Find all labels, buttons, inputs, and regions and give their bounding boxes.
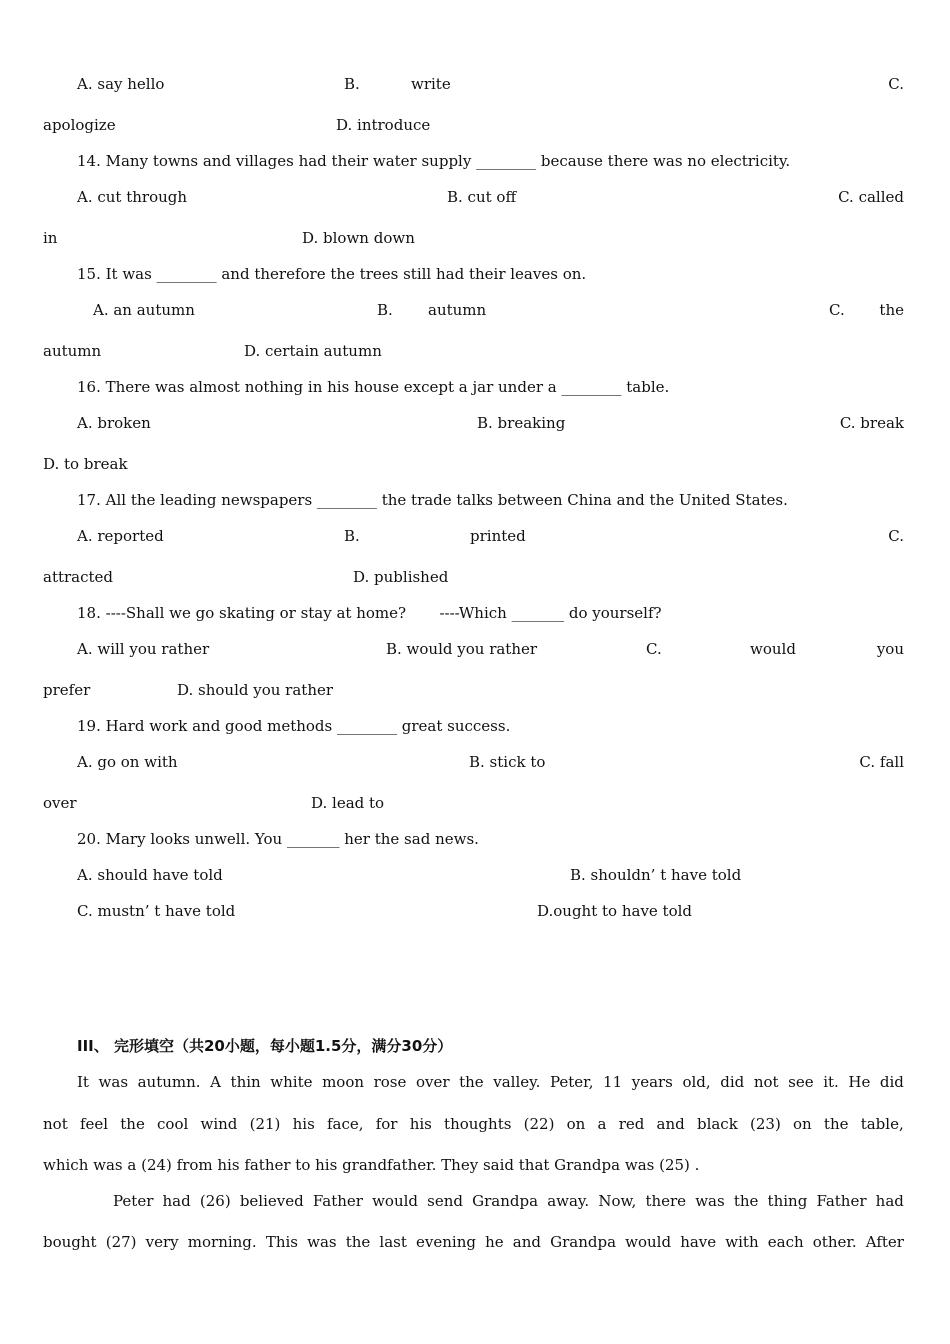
word: red: [618, 1115, 645, 1133]
q19-options-line2: [43, 793, 904, 813]
word: each: [767, 1233, 804, 1251]
q13-option-a: A. say hello: [77, 75, 165, 93]
word: thing: [767, 1192, 808, 1210]
q14-option-a: A. cut through: [77, 188, 188, 206]
q20-option-d: D.ought to have told: [537, 902, 693, 920]
word: Now,: [598, 1192, 637, 1210]
word: believed: [239, 1192, 304, 1210]
q16-option-c: C. break: [839, 414, 904, 432]
q18-option-c-word1: would: [750, 640, 796, 658]
q15-option-b-text: autumn: [428, 301, 487, 319]
q14-option-c-cont: in: [43, 229, 58, 247]
q13-option-d: D. introduce: [336, 116, 431, 134]
word: did: [720, 1073, 745, 1091]
word: Father: [816, 1192, 867, 1210]
word: his: [409, 1115, 432, 1133]
q13-options-line1: [43, 74, 904, 94]
q15-stem: 15. It was ________ and therefore the trees still had their leaves on.: [77, 265, 587, 283]
word: had: [875, 1192, 904, 1210]
q18-options-line2: [43, 680, 904, 700]
word: old,: [682, 1073, 711, 1091]
q19-option-c-cont: over: [43, 794, 77, 812]
q16-stem: 16. There was almost nothing in his house except a jar under a ________ table.: [77, 378, 670, 396]
q18-option-c-word2: you: [876, 640, 904, 658]
q16-stem-line: [43, 377, 904, 397]
q17-option-c-label: C.: [888, 527, 904, 545]
word: the: [823, 1115, 849, 1133]
q20-option-b: B. shouldn’ t have told: [570, 866, 742, 884]
q16-options-line2: [43, 454, 904, 474]
q19-option-b: B. stick to: [469, 753, 546, 771]
passage-p1-line3-text: which was a (24) from his father to his grandfather. They said that Grandpa was (25) .: [43, 1156, 700, 1174]
word: Father: [312, 1192, 363, 1210]
word: a: [597, 1115, 607, 1133]
q15-option-c-label: C.: [829, 301, 845, 319]
q16-option-d: D. to break: [43, 455, 128, 473]
word: and: [656, 1115, 685, 1133]
q18-stem: 18. ----Shall we go skating or stay at home? ----Which _______ do yourself?: [77, 604, 662, 622]
q15-option-b-label: B.: [377, 301, 393, 319]
word: moon: [322, 1073, 365, 1091]
word: with: [725, 1233, 759, 1251]
word: on: [793, 1115, 812, 1133]
q20-options-line1: [43, 865, 904, 885]
word: rose: [373, 1073, 407, 1091]
q17-option-c-text: attracted: [43, 568, 114, 586]
q18-stem-line: [43, 603, 904, 623]
word: did: [879, 1073, 904, 1091]
word: morning.: [187, 1233, 257, 1251]
q16-option-a: A. broken: [77, 414, 151, 432]
q13-option-c-text: apologize: [43, 116, 116, 134]
word: bought: [43, 1233, 97, 1251]
word: thoughts: [444, 1115, 512, 1133]
word: there: [645, 1192, 687, 1210]
word: years: [631, 1073, 673, 1091]
q17-option-b-text: printed: [470, 527, 526, 545]
word: over: [415, 1073, 450, 1091]
word: This: [265, 1233, 298, 1251]
word: the: [459, 1073, 484, 1091]
q19-option-c: C. fall: [859, 753, 904, 771]
word: 11: [603, 1073, 623, 1091]
word: was: [98, 1073, 129, 1091]
q18-option-a: A. will you rather: [77, 640, 210, 658]
q19-option-a: A. go on with: [77, 753, 178, 771]
word: cool: [157, 1115, 189, 1133]
q14-option-c: C. called: [838, 188, 904, 206]
q14-option-d: D. blown down: [302, 229, 415, 247]
q15-option-c-text: the: [879, 301, 904, 319]
q14-options-line1: [43, 187, 904, 207]
word: send: [427, 1192, 463, 1210]
passage-p2-line1: [113, 1191, 904, 1211]
word: for: [375, 1115, 398, 1133]
word: would: [372, 1192, 419, 1210]
word: feel: [79, 1115, 109, 1133]
q15-options-line2: [43, 341, 904, 361]
q14-stem: 14. Many towns and villages had their water supply ________ because there was no electricity.: [77, 152, 791, 170]
word: Grandpa: [472, 1192, 539, 1210]
q17-option-a: A. reported: [77, 527, 164, 545]
passage-p1-line3: [43, 1155, 904, 1175]
q18-option-d: D. should you rather: [177, 681, 334, 699]
word: face,: [326, 1115, 364, 1133]
q19-stem-line: [43, 716, 904, 736]
q19-option-d: D. lead to: [311, 794, 385, 812]
q20-option-c: C. mustn’ t have told: [77, 902, 236, 920]
word: the: [120, 1115, 145, 1133]
word: had: [162, 1192, 191, 1210]
word: and: [512, 1233, 541, 1251]
q18-option-c-cont: prefer: [43, 681, 91, 699]
word: the: [345, 1233, 371, 1251]
word: have: [680, 1233, 717, 1251]
word: After: [865, 1233, 904, 1251]
section3-title: III、 完形填空（共20小题，每小题1.5分，满分30分）: [77, 1037, 453, 1055]
q17-option-b-label: B.: [344, 527, 360, 545]
word: it.: [823, 1073, 839, 1091]
q17-stem-line: [43, 490, 904, 510]
passage-p1-line1: [77, 1072, 904, 1092]
word: very: [145, 1233, 179, 1251]
word: his: [292, 1115, 315, 1133]
q15-stem-line: [43, 264, 904, 284]
q17-options-line2: [43, 567, 904, 587]
q20-stem: 20. Mary looks unwell. You _______ her the sad news.: [77, 830, 479, 848]
passage-p1-line2-text: [43, 1114, 904, 1134]
word: was: [695, 1192, 725, 1210]
q20-stem-line: [43, 829, 904, 849]
q18-options-line1: [43, 639, 904, 659]
word: thin: [230, 1073, 261, 1091]
q13-option-c-label: C.: [888, 75, 904, 93]
section3-heading-line: [43, 1036, 904, 1056]
q18-option-c-label: C.: [646, 640, 662, 658]
q17-stem: 17. All the leading newspapers ________ the trade talks between China and the United States.: [77, 491, 788, 509]
word: Grandpa: [550, 1233, 617, 1251]
word: A: [210, 1073, 221, 1091]
q20-options-line2: [43, 901, 904, 921]
q19-options-line1: [43, 752, 904, 772]
q15-option-d: D. certain autumn: [244, 342, 382, 360]
q16-option-b: B. breaking: [477, 414, 566, 432]
word: (22): [523, 1115, 555, 1133]
word: Peter,: [549, 1073, 594, 1091]
word: valley.: [493, 1073, 541, 1091]
word: wind: [200, 1115, 238, 1133]
word: Peter: [113, 1192, 154, 1210]
word: away.: [547, 1192, 590, 1210]
word: see: [788, 1073, 814, 1091]
q15-option-a: A. an autumn: [93, 301, 195, 319]
q14-stem-line: [43, 151, 904, 171]
word: not: [43, 1115, 68, 1133]
passage-p2-line2: [43, 1232, 904, 1252]
q15-options-line1: [43, 300, 904, 320]
q14-options-line2: [43, 228, 904, 248]
q19-stem: 19. Hard work and good methods ________ great success.: [77, 717, 511, 735]
word: It: [77, 1073, 89, 1091]
word: white: [270, 1073, 313, 1091]
word: He: [848, 1073, 871, 1091]
q17-options-line1: [43, 526, 904, 546]
q13-option-b-text: write: [411, 75, 451, 93]
passage-p1-line1-text: [77, 1072, 904, 1092]
word: on: [566, 1115, 586, 1133]
word: would: [625, 1233, 672, 1251]
word: (27): [105, 1233, 137, 1251]
q18-option-b: B. would you rather: [386, 640, 538, 658]
q13-options-line2: [43, 115, 904, 135]
q16-options-line1: [43, 413, 904, 433]
q14-option-b: B. cut off: [447, 188, 517, 206]
q15-option-c-cont: autumn: [43, 342, 102, 360]
word: autumn.: [137, 1073, 201, 1091]
word: evening: [416, 1233, 476, 1251]
word: (23): [750, 1115, 781, 1133]
word: last: [379, 1233, 407, 1251]
passage-p2-line1-text: [113, 1191, 904, 1211]
passage-p2-line2-text: [43, 1232, 904, 1252]
word: other.: [812, 1233, 857, 1251]
word: black: [696, 1115, 738, 1133]
word: (21): [249, 1115, 281, 1133]
word: not: [753, 1073, 779, 1091]
word: table,: [860, 1115, 904, 1133]
word: (26): [199, 1192, 231, 1210]
q17-option-d: D. published: [353, 568, 449, 586]
q13-option-b-label: B.: [344, 75, 360, 93]
word: was: [307, 1233, 337, 1251]
passage-p1-line2: [43, 1114, 904, 1134]
word: he: [485, 1233, 504, 1251]
q20-option-a: A. should have told: [77, 866, 223, 884]
word: the: [733, 1192, 759, 1210]
